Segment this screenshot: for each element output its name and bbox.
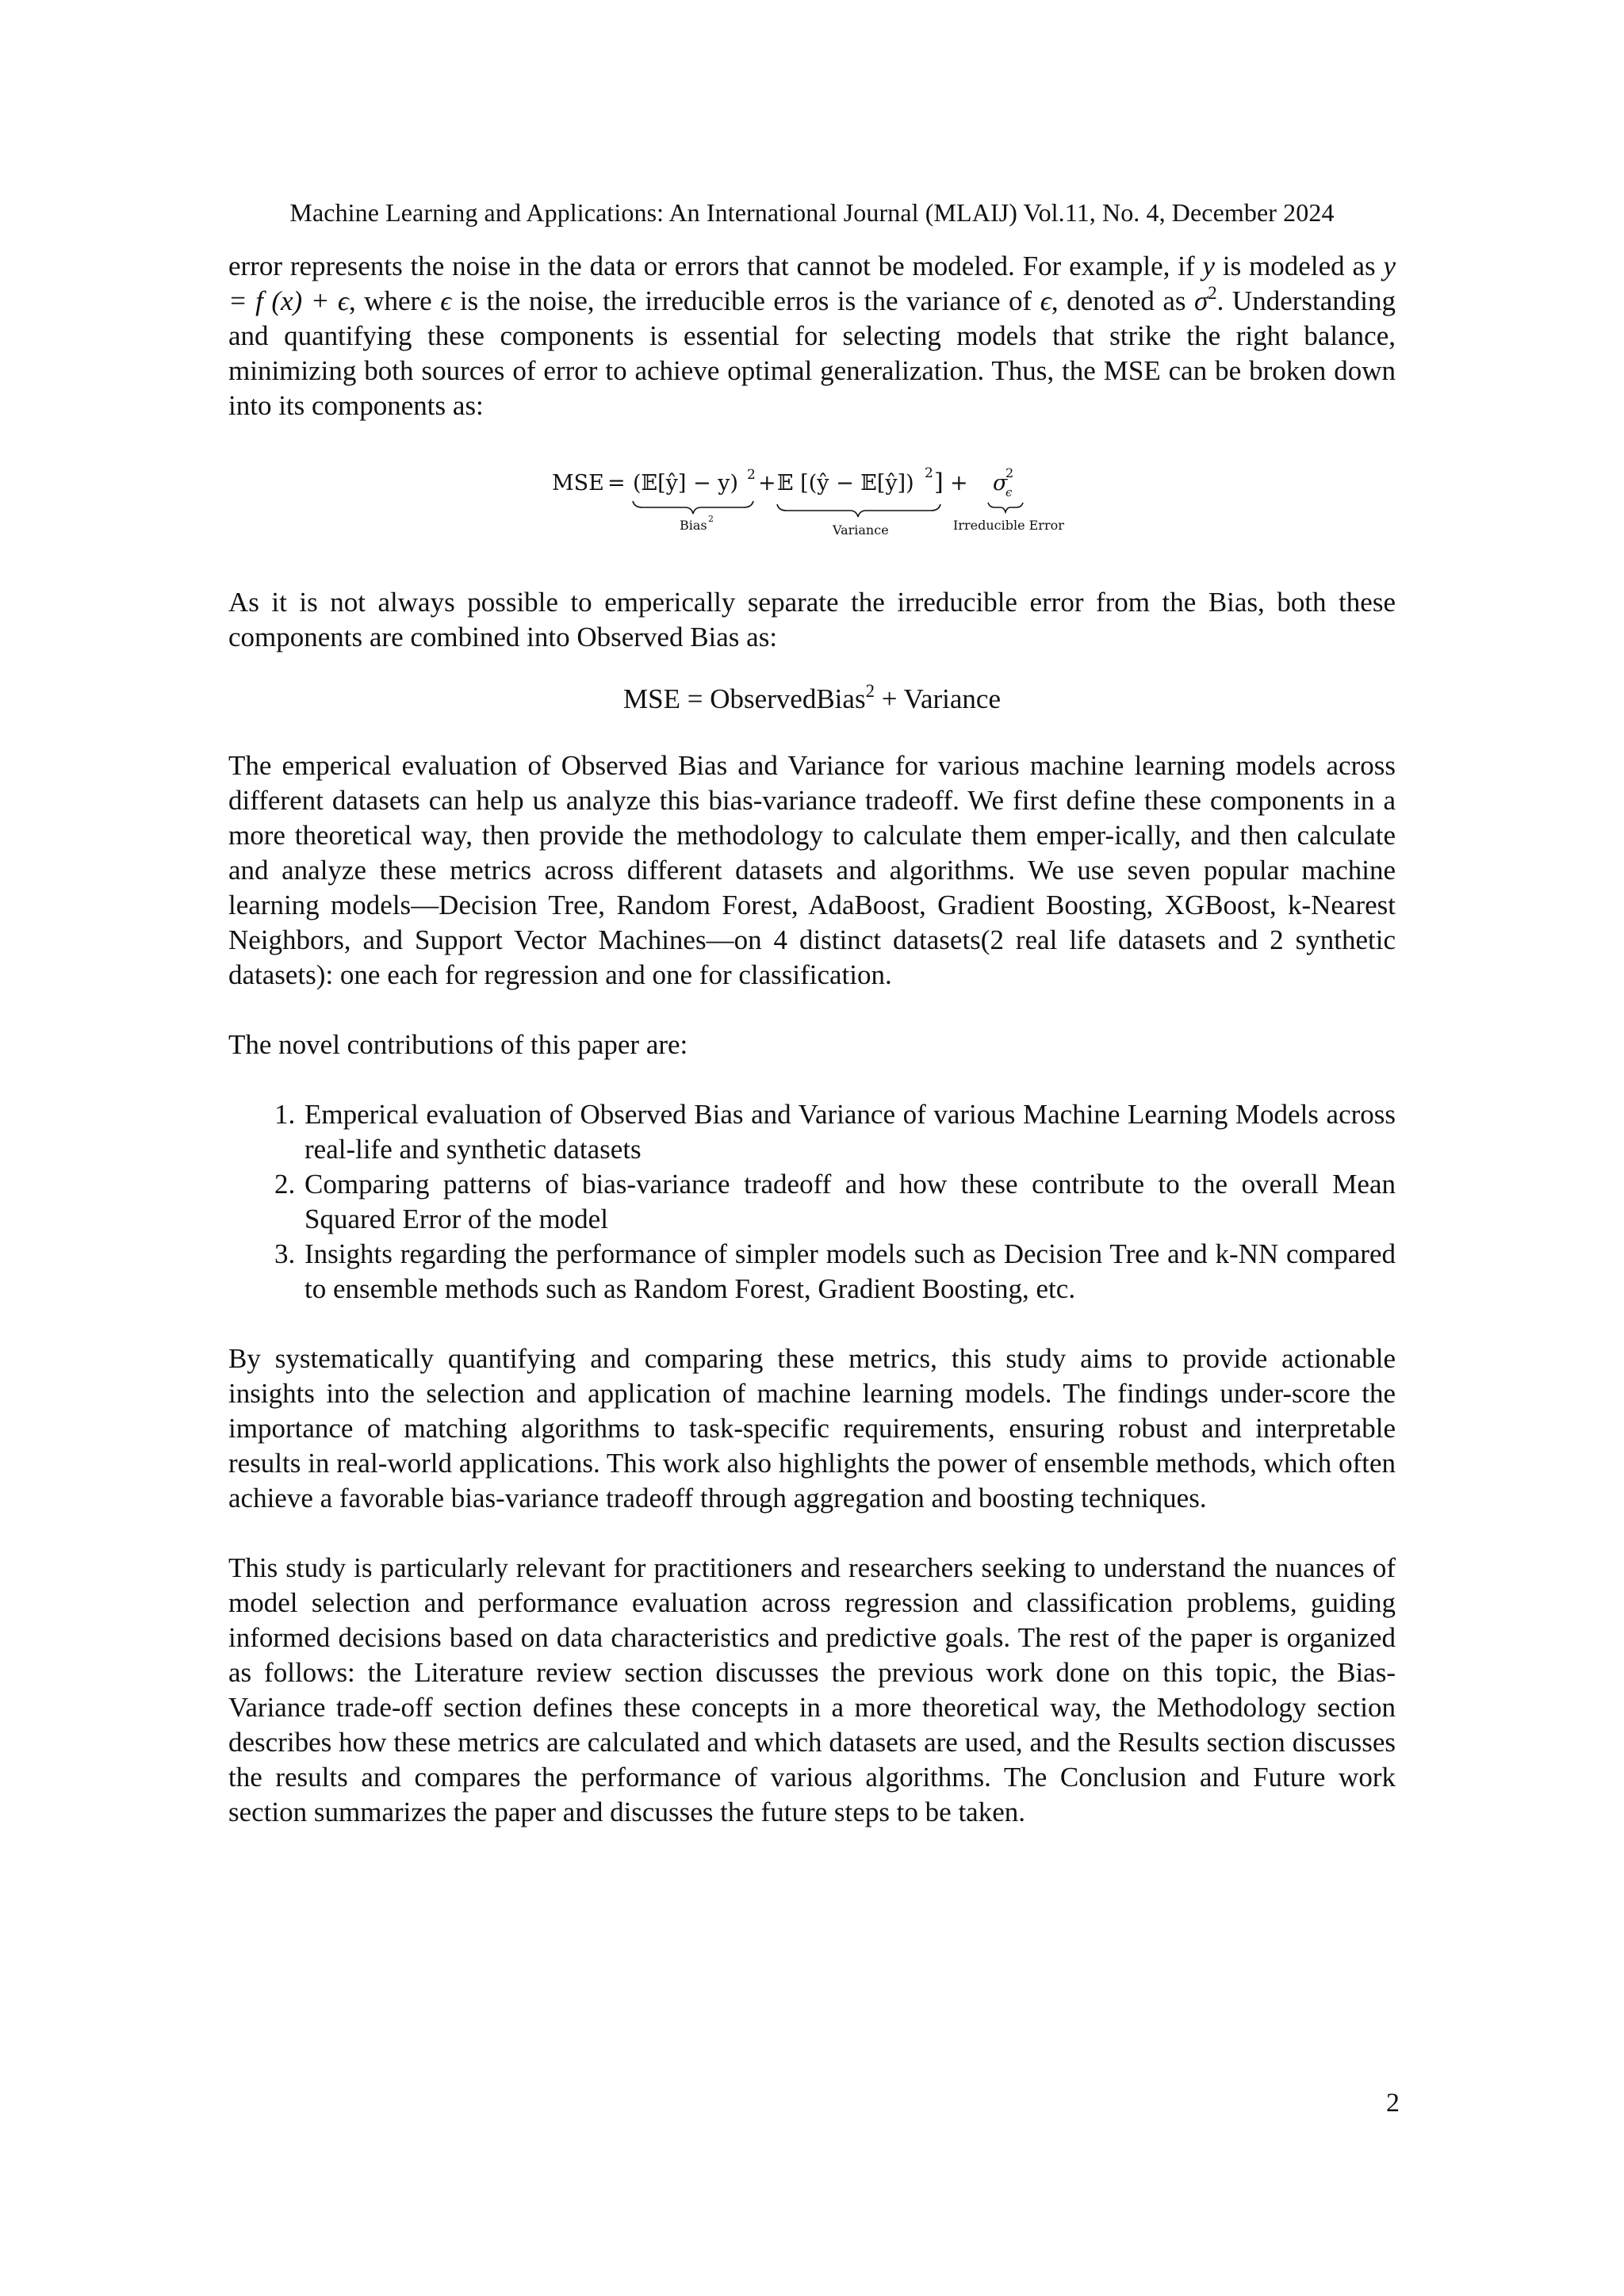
list-number: 2. bbox=[274, 1169, 296, 1200]
label-bias: Bias bbox=[680, 518, 707, 533]
page-number: 2 bbox=[1386, 2088, 1400, 2118]
eq-lhs: MSE bbox=[552, 471, 604, 496]
text-run: , denoted as bbox=[1051, 285, 1195, 316]
eq-equals: = bbox=[607, 471, 626, 496]
math-y: y bbox=[1202, 251, 1216, 281]
list-text: Insights regarding the performance of simpler models such as Decision Tree and k-NN compared to ensemble methods such as Random Forest, Gradient Boosting, etc. bbox=[304, 1238, 1396, 1304]
contributions-list bbox=[228, 1097, 1396, 1307]
list-text: Comparing patterns of bias-variance tradeoff and how these contribute to the overall Mean Squared Error of the model bbox=[304, 1169, 1396, 1234]
list-number: 3. bbox=[274, 1238, 296, 1269]
eq-simple-lhs: MSE bbox=[623, 683, 680, 714]
text-run: , where bbox=[348, 285, 441, 316]
paragraph-evaluation: The emperical evaluation of Observed Bias and Variance for various machine learning models across different datasets can help us analyze this bias-variance tradeoff. We first define these components in a more theoretical way, then provide the methodology to calculate them emper-ically, and then calculate and analyze these metrics across different datasets and algorithms. We use seven popular machine learning models—Decision Tree, Random Forest, AdaBoost, Gradient Boosting, XGBoost, k-Nearest Neighbors, and Support Vector Machines—on 4 distinct datasets(2 real life datasets and 2 synthetic datasets): one each for regression and one for classification. bbox=[228, 750, 1396, 990]
text-run: is the noise, the irreducible erros is the variance of bbox=[451, 285, 1040, 316]
eq-variance-exponent: 2 bbox=[925, 465, 933, 481]
paragraph-study-aims: By systematically quantifying and comparing these metrics, this study aims to provide actionable insights into the selection and application of machine learning models. The findings under-score the importance of matching algorithms to task-specific requirements, ensuring robust and interpretable results in real-world applications. This work also highlights the power of ensemble methods, which often achieve a favorable bias-variance tradeoff through aggregation and boosting techniques. bbox=[228, 1343, 1396, 1513]
eq-sigma-subscript: ϵ bbox=[1005, 485, 1013, 499]
math-sigma: σ bbox=[1194, 285, 1208, 316]
math-epsilon: ϵ bbox=[1040, 285, 1051, 316]
mse-decomposition-equation bbox=[550, 455, 1074, 542]
paragraph-observed-bias: As it is not always possible to emperically separate the irreducible error from the Bias, both these components are combined into Observed Bias as: bbox=[228, 587, 1396, 652]
underbrace-bias bbox=[633, 501, 753, 514]
underbrace-variance bbox=[777, 504, 940, 517]
eq-simple-rest: + Variance bbox=[874, 683, 1001, 714]
eq-variance-close: ] bbox=[934, 469, 944, 496]
underbrace-sigma bbox=[988, 503, 1023, 512]
label-bias-exponent: 2 bbox=[708, 514, 714, 524]
list-text: Emperical evaluation of Observed Bias and Variance of various Machine Learning Models across real-life and synthetic datasets bbox=[304, 1099, 1396, 1165]
text-run: . Understanding and quantifying these components is essential for selecting models that strike the right balance, minimizing both sources of error to achieve optimal generalization. Thus, the MSE can be broken down into its components as: bbox=[228, 285, 1396, 421]
paragraph-contributions-intro: The novel contributions of this paper are: bbox=[228, 1029, 688, 1060]
underbraces bbox=[633, 501, 1023, 517]
eq-simple-exponent: 2 bbox=[865, 681, 875, 702]
math-epsilon: ϵ bbox=[440, 285, 452, 316]
eq-sigma-exponent: 2 bbox=[1005, 465, 1014, 480]
list-number: 1. bbox=[274, 1099, 296, 1130]
eq-plus-2: + bbox=[950, 471, 968, 496]
eq-bias-term: (𝔼[ŷ] − y) bbox=[633, 471, 739, 496]
eq-simple-equals: = bbox=[680, 683, 710, 714]
eq-simple-observed-bias: ObservedBias bbox=[710, 683, 866, 714]
eq-bias-exponent: 2 bbox=[747, 467, 756, 483]
eq-plus: + bbox=[758, 471, 776, 496]
paragraph-paper-organization: This study is particularly relevant for practitioners and researchers seeking to understand the nuances of model selection and performance evaluation across regression and classification problems, guiding informed decisions based on data characteristics and predictive goals. The rest of the paper is organized as follows: the Literature review section discusses the previous work done on this topic, the Bias-Variance trade-off section defines these concepts in a more theoretical way, the Methodology section describes how these metrics are calculated and which datasets are used, and the Results section discusses the results and compares the performance of various algorithms. The Conclusion and Future work section summarizes the paper and discusses the future steps to be taken. bbox=[228, 1552, 1396, 1827]
list-item bbox=[274, 1167, 1396, 1237]
journal-header: Machine Learning and Applications: An International Journal (MLAIJ) Vol.11, No. 4, December 2024 bbox=[289, 198, 1335, 227]
text-run: error represents the noise in the data or errors that cannot be modeled. For example, if bbox=[228, 251, 1203, 281]
list-item bbox=[274, 1237, 1396, 1307]
eq-sigma: σ bbox=[993, 471, 1008, 496]
mse-observed-bias-equation bbox=[228, 682, 1396, 717]
list-item bbox=[274, 1097, 1396, 1167]
body-column bbox=[228, 249, 1396, 1830]
label-variance: Variance bbox=[833, 522, 889, 538]
paragraph-noise-definition bbox=[228, 249, 1396, 423]
eq-variance-term: 𝔼 [(ŷ − 𝔼[ŷ]) bbox=[777, 471, 914, 496]
math-model: y = f (x) + ϵ bbox=[228, 251, 1396, 316]
text-run: is modeled as bbox=[1215, 251, 1384, 281]
math-exponent: 2 bbox=[1208, 283, 1217, 304]
label-irreducible-error: Irreducible Error bbox=[953, 518, 1064, 533]
